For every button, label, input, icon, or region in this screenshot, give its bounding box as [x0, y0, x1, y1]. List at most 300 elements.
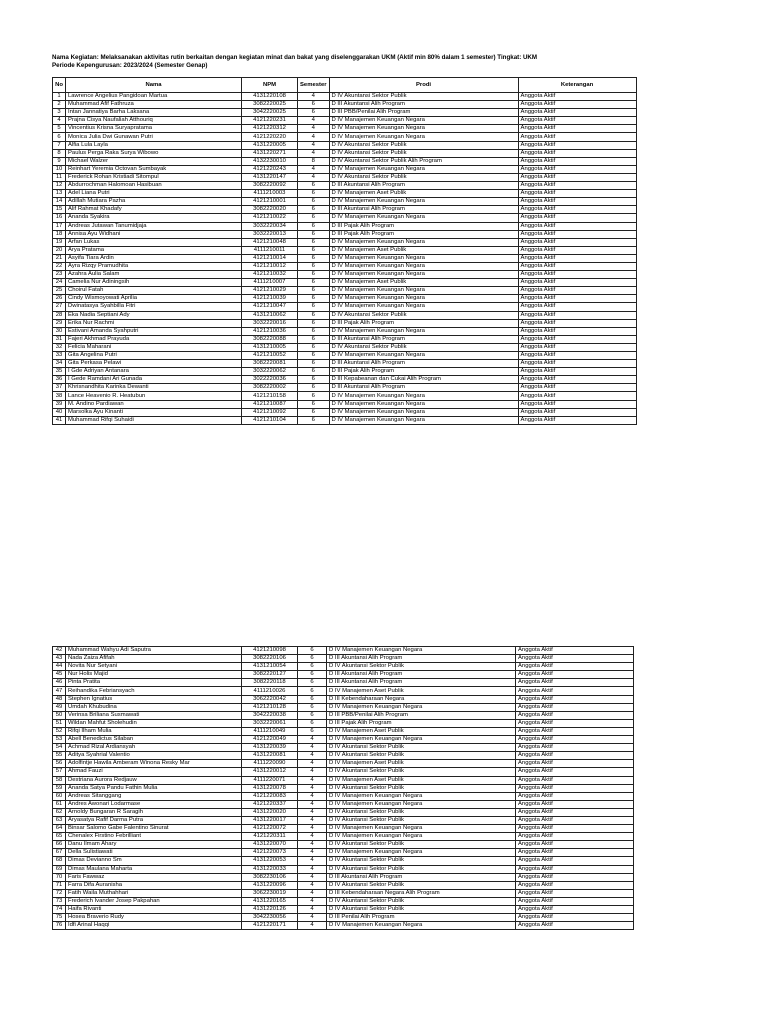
row-number: 73: [53, 897, 66, 905]
member-name: Wildan Mahfut Sholehudin: [66, 719, 242, 727]
prodi-value: D IV Manajemen Keuangan Negara: [327, 825, 516, 833]
prodi-value: D IV Akuntansi Sektor Publik: [329, 141, 518, 149]
keterangan-value: Anggota Aktif: [518, 254, 636, 262]
semester-value: 6: [298, 343, 330, 351]
keterangan-value: Anggota Aktif: [518, 303, 636, 311]
semester-value: 4: [298, 760, 327, 768]
prodi-value: D IV Manajemen Keuangan Negara: [329, 303, 518, 311]
member-name: Annisa Ayu Widhani: [66, 230, 242, 238]
semester-value: 4: [298, 841, 327, 849]
prodi-value: D IV Manajemen Keuangan Negara: [329, 271, 518, 279]
keterangan-value: Anggota Aktif: [516, 655, 634, 663]
npm-value: 4121220072: [242, 825, 298, 833]
prodi-value: D III Akuntansi Alih Program: [329, 384, 518, 392]
npm-value: 4111210026: [242, 687, 298, 695]
row-number: 35: [53, 368, 66, 376]
semester-value: 6: [298, 190, 330, 198]
row-number: 34: [53, 360, 66, 368]
semester-value: 4: [298, 117, 330, 125]
npm-value: 3082220088: [242, 335, 298, 343]
row-number: 37: [53, 384, 66, 392]
row-number: 25: [53, 287, 66, 295]
row-number: 22: [53, 262, 66, 270]
member-name: Andreas Jutawan Tanumidjaja: [66, 222, 242, 230]
member-name: Dimas Devianno Sm: [66, 857, 242, 865]
member-name: Muhammad Afif Fathruza: [66, 101, 242, 109]
member-name: Muhammad Wahyu Adi Saputra: [66, 647, 242, 655]
row-number: 72: [53, 889, 66, 897]
semester-value: 6: [298, 295, 330, 303]
keterangan-value: Anggota Aktif: [518, 238, 636, 246]
row-number: 4: [53, 117, 66, 125]
keterangan-value: Anggota Aktif: [518, 295, 636, 303]
prodi-value: D IV Manajemen Keuangan Negara: [329, 238, 518, 246]
semester-value: 4: [298, 93, 330, 101]
npm-value: 4121210012: [242, 262, 298, 270]
member-name: Felicia Maharani: [66, 343, 242, 351]
member-name: Reihandika Febriansyach: [66, 687, 242, 695]
keterangan-value: Anggota Aktif: [516, 889, 634, 897]
npm-value: 3032220013: [242, 230, 298, 238]
table-row: [53, 808, 634, 816]
prodi-value: D IV Manajemen Keuangan Negara: [327, 703, 516, 711]
prodi-value: D III Akuntansi Alih Program: [329, 206, 518, 214]
member-name: Nur Holis Majid: [66, 671, 242, 679]
keterangan-value: Anggota Aktif: [516, 671, 634, 679]
semester-value: 6: [298, 352, 330, 360]
keterangan-value: Anggota Aktif: [518, 198, 636, 206]
table-row: [53, 849, 634, 857]
semester-value: 4: [298, 816, 327, 824]
row-number: 59: [53, 784, 66, 792]
npm-value: 3042220025: [242, 109, 298, 117]
member-name: Eka Nadia Septiani Ady: [66, 311, 242, 319]
row-number: 55: [53, 752, 66, 760]
table-row: [53, 182, 637, 190]
keterangan-value: Anggota Aktif: [518, 352, 636, 360]
member-name: Intan Jannatiya Barha Laksana: [66, 109, 242, 117]
keterangan-value: Anggota Aktif: [516, 816, 634, 824]
table-row: [53, 784, 634, 792]
keterangan-value: Anggota Aktif: [518, 182, 636, 190]
member-table-part-1: [52, 77, 637, 425]
semester-value: 4: [298, 149, 330, 157]
npm-value: 4121220337: [242, 800, 298, 808]
table-row: [53, 109, 637, 117]
prodi-value: D IV Akuntansi Sektor Publik: [327, 784, 516, 792]
prodi-value: D IV Manajemen Keuangan Negara: [329, 125, 518, 133]
npm-value: 4121210014: [242, 254, 298, 262]
row-number: 33: [53, 352, 66, 360]
prodi-value: D III Akuntansi Alih Program: [329, 335, 518, 343]
npm-value: 4121210104: [242, 416, 298, 424]
member-name: Khrisnandhita Karinka Dewanti: [66, 384, 242, 392]
keterangan-value: Anggota Aktif: [518, 190, 636, 198]
table-row: [53, 889, 634, 897]
table-row: [53, 327, 637, 335]
prodi-value: D III Pajak Alih Program: [329, 319, 518, 327]
semester-value: 6: [298, 335, 330, 343]
row-number: 46: [53, 679, 66, 687]
semester-value: 4: [298, 849, 327, 857]
row-number: 5: [53, 125, 66, 133]
semester-value: 4: [298, 736, 327, 744]
keterangan-value: Anggota Aktif: [518, 343, 636, 351]
npm-value: 3032220062: [242, 368, 298, 376]
npm-value: 3042220038: [242, 711, 298, 719]
semester-value: 4: [298, 165, 330, 173]
member-name: M. Andino Pardiawan: [66, 400, 242, 408]
npm-value: 4131220126: [242, 906, 298, 914]
keterangan-value: Anggota Aktif: [516, 881, 634, 889]
keterangan-value: Anggota Aktif: [516, 784, 634, 792]
npm-value: 4111220071: [242, 776, 298, 784]
npm-value: 3022220036: [242, 376, 298, 384]
table-row: [53, 663, 634, 671]
table-row: [53, 214, 637, 222]
member-name: Estivani Amanda Syahputri: [66, 327, 242, 335]
table-row: [53, 392, 637, 400]
npm-value: 4131220012: [242, 768, 298, 776]
semester-value: 4: [298, 744, 327, 752]
keterangan-value: Anggota Aktif: [516, 727, 634, 735]
semester-value: 6: [298, 400, 330, 408]
keterangan-value: Anggota Aktif: [518, 149, 636, 157]
table-row: [53, 198, 637, 206]
table-row: [53, 360, 637, 368]
member-name: Ahmad Fauzi: [66, 768, 242, 776]
row-number: 48: [53, 695, 66, 703]
member-name: Alfia Lula Layla: [66, 141, 242, 149]
row-number: 67: [53, 849, 66, 857]
row-number: 17: [53, 222, 66, 230]
member-name: Stephen Ignatius: [66, 695, 242, 703]
keterangan-value: Anggota Aktif: [516, 906, 634, 914]
row-number: 68: [53, 857, 66, 865]
semester-value: 4: [298, 125, 330, 133]
keterangan-value: Anggota Aktif: [518, 222, 636, 230]
member-name: Arnoldy Bungaran R Saragih: [66, 808, 242, 816]
keterangan-value: Anggota Aktif: [518, 214, 636, 222]
semester-value: 6: [298, 206, 330, 214]
row-number: 15: [53, 206, 66, 214]
member-name: Fajeri Akhmad Prayuda: [66, 335, 242, 343]
npm-value: 4131220108: [242, 93, 298, 101]
npm-value: 4121220311: [242, 833, 298, 841]
column-header-no: No: [53, 78, 66, 93]
prodi-value: D IV Manajemen Keuangan Negara: [329, 392, 518, 400]
prodi-value: D IV Manajemen Aset Publik: [329, 279, 518, 287]
npm-value: 4121220312: [242, 125, 298, 133]
row-number: 66: [53, 841, 66, 849]
prodi-value: D IV Akuntansi Sektor Publik: [327, 663, 516, 671]
prodi-value: D III Penilai Alih Program: [327, 914, 516, 922]
keterangan-value: Anggota Aktif: [516, 922, 634, 930]
member-name: Aditya Syahrial Valentio: [66, 752, 242, 760]
table-row: [53, 792, 634, 800]
member-name: Destriana Aurora Redjauw: [66, 776, 242, 784]
keterangan-value: Anggota Aktif: [516, 897, 634, 905]
table-row: [53, 101, 637, 109]
keterangan-value: Anggota Aktif: [518, 376, 636, 384]
prodi-value: D IV Manajemen Keuangan Negara: [329, 295, 518, 303]
semester-value: 6: [298, 703, 327, 711]
semester-value: 6: [298, 647, 327, 655]
prodi-value: D IV Manajemen Keuangan Negara: [329, 254, 518, 262]
npm-value: 4121210022: [242, 214, 298, 222]
row-number: 13: [53, 190, 66, 198]
prodi-value: D III Akuntansi Alih Program: [327, 873, 516, 881]
prodi-value: D IV Manajemen Aset Publik: [329, 246, 518, 254]
row-number: 50: [53, 711, 66, 719]
member-name: Ananda Satya Pandu Fathin Mulia: [66, 784, 242, 792]
npm-value: 4121210052: [242, 352, 298, 360]
table-row: [53, 287, 637, 295]
npm-value: 4121210128: [242, 703, 298, 711]
row-number: 9: [53, 157, 66, 165]
member-name: Monica Julia Dwi Gunawan Putri: [66, 133, 242, 141]
semester-value: 4: [298, 833, 327, 841]
prodi-value: D IV Manajemen Keuangan Negara: [329, 287, 518, 295]
semester-value: 6: [298, 368, 330, 376]
row-number: 64: [53, 825, 66, 833]
prodi-value: D IV Manajemen Aset Publik: [327, 776, 516, 784]
prodi-value: D IV Akuntansi Sektor Publik: [327, 816, 516, 824]
row-number: 29: [53, 319, 66, 327]
npm-value: 4121220243: [242, 165, 298, 173]
semester-value: 4: [298, 768, 327, 776]
row-number: 32: [53, 343, 66, 351]
prodi-value: D IV Manajemen Keuangan Negara: [327, 800, 516, 808]
keterangan-value: Anggota Aktif: [518, 416, 636, 424]
table-row: [53, 222, 637, 230]
npm-value: 3082220127: [242, 671, 298, 679]
table-row: [53, 319, 637, 327]
npm-value: 4131210005: [242, 343, 298, 351]
npm-value: 3082220020: [242, 206, 298, 214]
member-name: Pinta Pratita: [66, 679, 242, 687]
row-number: 70: [53, 873, 66, 881]
prodi-value: D IV Manajemen Aset Publik: [327, 727, 516, 735]
table-row: [53, 157, 637, 165]
npm-value: 4121220220: [242, 133, 298, 141]
semester-value: 4: [298, 752, 327, 760]
row-number: 20: [53, 246, 66, 254]
table-row: [53, 125, 637, 133]
npm-value: 4131220271: [242, 149, 298, 157]
table-row: [53, 922, 634, 930]
semester-value: 6: [298, 663, 327, 671]
table-row: [53, 752, 634, 760]
prodi-value: D III Akuntansi Alih Program: [329, 101, 518, 109]
member-name: Farra Difa Auranisha: [66, 881, 242, 889]
member-name: Chenalex Firstino Febrilliant: [66, 833, 242, 841]
keterangan-value: Anggota Aktif: [516, 849, 634, 857]
prodi-value: D IV Manajemen Keuangan Negara: [327, 849, 516, 857]
table-row: [53, 408, 637, 416]
keterangan-value: Anggota Aktif: [516, 808, 634, 816]
table-row: [53, 376, 637, 384]
member-name: Haifa Rivanti: [66, 906, 242, 914]
npm-value: 3082220002: [242, 384, 298, 392]
member-name: I Gde Adriyan Antanara: [66, 368, 242, 376]
table-row: [53, 368, 637, 376]
table-row: [53, 695, 634, 703]
column-header-semester: Semester: [298, 78, 330, 93]
table-row: [53, 295, 637, 303]
table-row: [53, 776, 634, 784]
row-number: 74: [53, 906, 66, 914]
prodi-value: D III Kebendaharaan Negara Alih Program: [327, 889, 516, 897]
table-row: [53, 246, 637, 254]
row-number: 3: [53, 109, 66, 117]
semester-value: 6: [298, 279, 330, 287]
semester-value: 4: [298, 808, 327, 816]
prodi-value: D IV Akuntansi Sektor Publik: [329, 149, 518, 157]
prodi-value: D III Pajak Alih Program: [327, 719, 516, 727]
member-name: Fatih Waila Muthahhari: [66, 889, 242, 897]
member-name: Dwinatasya Syahbilla Fitri: [66, 303, 242, 311]
row-number: 43: [53, 655, 66, 663]
prodi-value: D IV Manajemen Aset Publik: [329, 190, 518, 198]
row-number: 61: [53, 800, 66, 808]
keterangan-value: Anggota Aktif: [518, 93, 636, 101]
row-number: 52: [53, 727, 66, 735]
npm-value: 3032220034: [242, 222, 298, 230]
semester-value: 6: [298, 246, 330, 254]
table-row: [53, 655, 634, 663]
row-number: 2: [53, 101, 66, 109]
npm-value: 3082220106: [242, 655, 298, 663]
keterangan-value: Anggota Aktif: [516, 695, 634, 703]
row-number: 69: [53, 865, 66, 873]
row-number: 56: [53, 760, 66, 768]
member-name: Adel Liana Putri: [66, 190, 242, 198]
npm-value: 3082220092: [242, 182, 298, 190]
keterangan-value: Anggota Aktif: [518, 262, 636, 270]
member-name: Ananda Syakira: [66, 214, 242, 222]
semester-value: 4: [298, 792, 327, 800]
keterangan-value: Anggota Aktif: [518, 287, 636, 295]
table-row: [53, 149, 637, 157]
row-number: 30: [53, 327, 66, 335]
prodi-value: D IV Manajemen Keuangan Negara: [329, 400, 518, 408]
table-row: [53, 671, 634, 679]
npm-value: 3042230056: [242, 914, 298, 922]
table-row: [53, 744, 634, 752]
prodi-value: D IV Manajemen Keuangan Negara: [329, 327, 518, 335]
npm-value: 4111210007: [242, 279, 298, 287]
npm-value: 4131220070: [242, 841, 298, 849]
keterangan-value: Anggota Aktif: [516, 703, 634, 711]
member-name: Novita Nur Setyani: [66, 663, 242, 671]
prodi-value: D IV Akuntansi Sektor Publik: [327, 768, 516, 776]
table-row: [53, 254, 637, 262]
column-header-npm: NPM: [242, 78, 298, 93]
keterangan-value: Anggota Aktif: [516, 711, 634, 719]
table-row: [53, 800, 634, 808]
prodi-value: D IV Manajemen Keuangan Negara: [329, 408, 518, 416]
column-header-prodi: Prodi: [329, 78, 518, 93]
table-row: [53, 384, 637, 392]
member-name: Muhammad Rifqi Suhaidi: [66, 416, 242, 424]
table-row: [53, 230, 637, 238]
row-number: 8: [53, 149, 66, 157]
prodi-value: D III PBB/Penilai Alih Program: [327, 711, 516, 719]
member-name: Frederich Ivander Josep Pakpahan: [66, 897, 242, 905]
keterangan-value: Anggota Aktif: [518, 319, 636, 327]
prodi-value: D IV Manajemen Keuangan Negara: [329, 262, 518, 270]
npm-value: 4121210092: [242, 408, 298, 416]
member-name: Achmad Rizal Ardiansyah: [66, 744, 242, 752]
row-number: 71: [53, 881, 66, 889]
prodi-value: D IV Akuntansi Sektor Publik: [327, 906, 516, 914]
npm-value: 4111210049: [242, 727, 298, 735]
npm-value: 4121210036: [242, 327, 298, 335]
keterangan-value: Anggota Aktif: [516, 760, 634, 768]
keterangan-value: Anggota Aktif: [518, 360, 636, 368]
member-name: Lawrence Angelius Pangidoan Martua: [66, 93, 242, 101]
semester-value: 6: [298, 416, 330, 424]
member-name: Choirul Fatah: [66, 287, 242, 295]
keterangan-value: Anggota Aktif: [518, 311, 636, 319]
member-name: Alif Rahmat Khadafy: [66, 206, 242, 214]
prodi-value: D III Pajak Alih Program: [329, 368, 518, 376]
row-number: 7: [53, 141, 66, 149]
prodi-value: D IV Manajemen Keuangan Negara: [327, 833, 516, 841]
npm-value: 4121210047: [242, 303, 298, 311]
member-name: Andres Awonari Lodarmase: [66, 800, 242, 808]
semester-value: 6: [298, 287, 330, 295]
keterangan-value: Anggota Aktif: [516, 663, 634, 671]
semester-value: 6: [298, 711, 327, 719]
prodi-value: D IV Manajemen Keuangan Negara: [329, 352, 518, 360]
semester-value: 6: [298, 727, 327, 735]
semester-value: 6: [298, 687, 327, 695]
keterangan-value: Anggota Aktif: [518, 335, 636, 343]
prodi-value: D III Akuntansi Alih Program: [327, 679, 516, 687]
member-name: Michael Walzer: [66, 157, 242, 165]
member-name: Arfan Lukas: [66, 238, 242, 246]
table-row: [53, 703, 634, 711]
keterangan-value: Anggota Aktif: [516, 752, 634, 760]
prodi-value: D III Akuntansi Alih Program: [329, 360, 518, 368]
keterangan-value: Anggota Aktif: [516, 800, 634, 808]
semester-value: 4: [298, 784, 327, 792]
prodi-value: D IV Akuntansi Sektor Publik: [327, 865, 516, 873]
keterangan-value: Anggota Aktif: [518, 246, 636, 254]
npm-value: 3062220042: [242, 695, 298, 703]
header-period-line: Periode Kepengurusan: 2023/2024 (Semester Genap): [52, 62, 208, 69]
npm-value: 3082220081: [242, 360, 298, 368]
prodi-value: D IV Akuntansi Sektor Publik: [329, 173, 518, 181]
prodi-value: D III Pajak Alih Program: [329, 230, 518, 238]
keterangan-value: Anggota Aktif: [516, 687, 634, 695]
prodi-value: D IV Manajemen Keuangan Negara: [329, 214, 518, 222]
row-number: 76: [53, 922, 66, 930]
semester-value: 6: [298, 655, 327, 663]
table-row: [53, 857, 634, 865]
keterangan-value: Anggota Aktif: [518, 271, 636, 279]
prodi-value: D IV Akuntansi Sektor Publik: [327, 881, 516, 889]
table-row: [53, 343, 637, 351]
keterangan-value: Anggota Aktif: [518, 384, 636, 392]
table-row: [53, 173, 637, 181]
npm-value: 4131210062: [242, 311, 298, 319]
keterangan-value: Anggota Aktif: [518, 125, 636, 133]
prodi-value: D IV Akuntansi Sektor Publik: [329, 311, 518, 319]
table-row: [53, 816, 634, 824]
